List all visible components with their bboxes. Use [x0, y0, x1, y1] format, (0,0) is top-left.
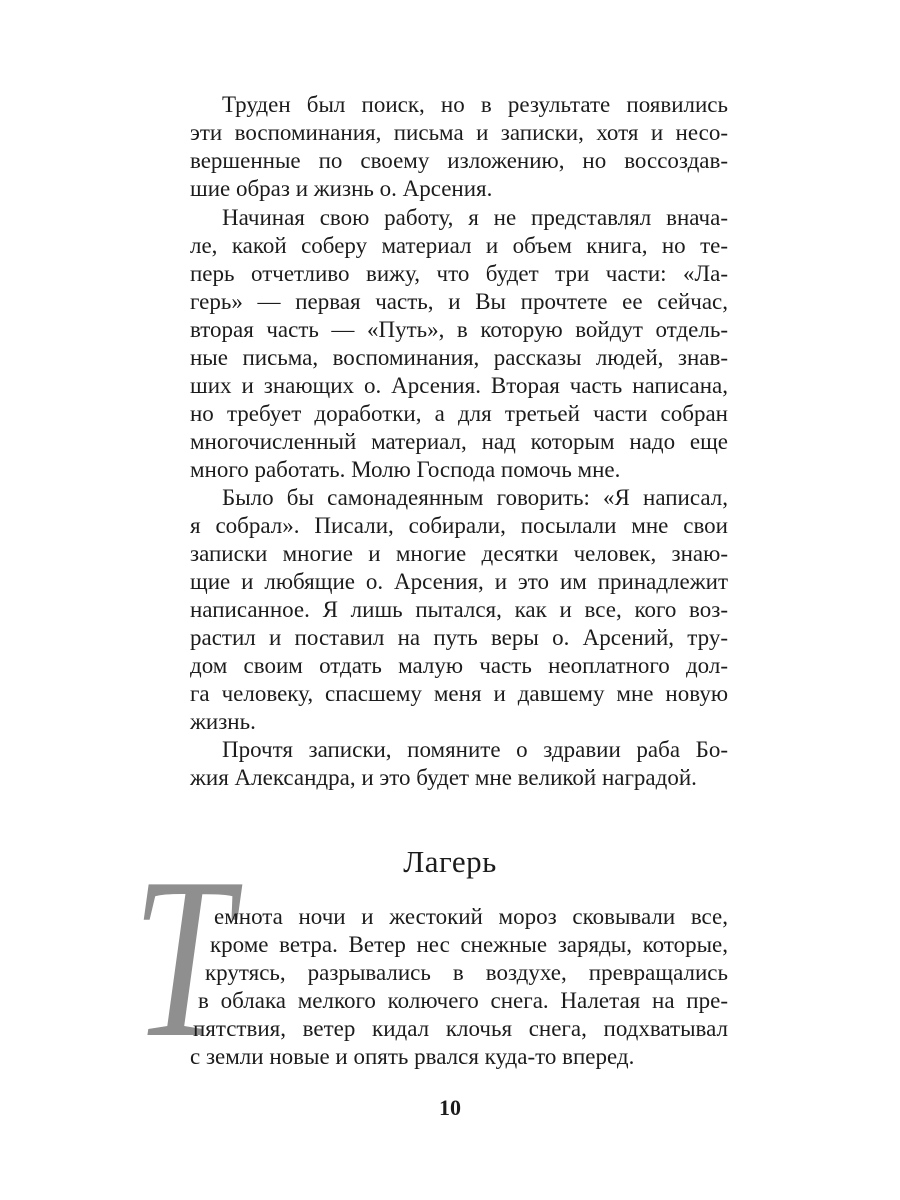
page-number: 10: [439, 1095, 461, 1120]
text-line: с земли новые и опять рвался куда-то вперед.: [190, 1044, 635, 1069]
text-line: записки многие и многие десятки человек, знаю-: [190, 541, 728, 566]
text-line: перь отчетливо вижу, что будет три части: «Ла-: [190, 261, 728, 286]
drop-cap: Т: [132, 830, 232, 1085]
text-line: много работать. Молю Господа помочь мне.: [190, 457, 621, 482]
text-line: вершенные по своему изложению, но воссоздав-: [190, 148, 728, 173]
text-line: в облака мелкого колючего снега. Налетая на пре-: [198, 988, 728, 1013]
text-line: герь» — первая часть, и Вы прочтете ее сейчас,: [190, 289, 728, 314]
text-line: дом своим отдать малую часть неоплатного дол-: [190, 653, 728, 678]
text-line: ные письма, воспоминания, рассказы людей, знав-: [190, 345, 728, 370]
text-line: вторая часть — «Путь», в которую войдут отдель-: [190, 317, 728, 342]
text-line: шие образ и жизнь о. Арсения.: [190, 176, 493, 201]
text-line: ле, какой соберу материал и объем книга, но те-: [190, 233, 728, 258]
text-line: жизнь.: [190, 709, 256, 734]
text-line: эти воспоминания, письма и записки, хотя и несо-: [190, 120, 728, 145]
text-line: но требует доработки, а для третьей части собран: [190, 401, 728, 426]
text-line: растил и поставил на путь веры о. Арсений, тру-: [190, 625, 728, 650]
text-line: щие и любящие о. Арсения, и это им принадлежит: [190, 569, 728, 594]
text-line: Начиная свою работу, я не представлял внача-: [222, 205, 728, 230]
text-line: Труден был поиск, но в результате появились: [222, 92, 728, 117]
text-line: жия Александра, и это будет мне великой наградой.: [190, 765, 697, 790]
text-line: многочисленный материал, над которым надо еще: [190, 429, 728, 454]
text-line: га человеку, спасшему меня и давшему мне новую: [190, 681, 728, 706]
chapter-title: Лагерь: [403, 844, 497, 879]
text-line: емнота ночи и жестокий мороз сковывали все,: [214, 904, 728, 929]
text-line: кроме ветра. Ветер нес снежные заряды, которые,: [210, 932, 728, 957]
text-line: пятствия, ветер кидал клочья снега, подхватывал: [193, 1016, 728, 1041]
text-line: крутясь, разрывались в воздухе, превращались: [205, 960, 728, 985]
text-line: ших и знающих о. Арсения. Вторая часть написана,: [190, 373, 728, 398]
text-line: написанное. Я лишь пытался, как и все, кого воз-: [190, 597, 728, 622]
text-line: Было бы самонадеянным говорить: «Я написал,: [222, 485, 728, 510]
text-line: Прочтя записки, помяните о здравии раба Бо-: [222, 737, 728, 762]
text-line: я собрал». Писали, собирали, посылали мне свои: [190, 513, 728, 538]
